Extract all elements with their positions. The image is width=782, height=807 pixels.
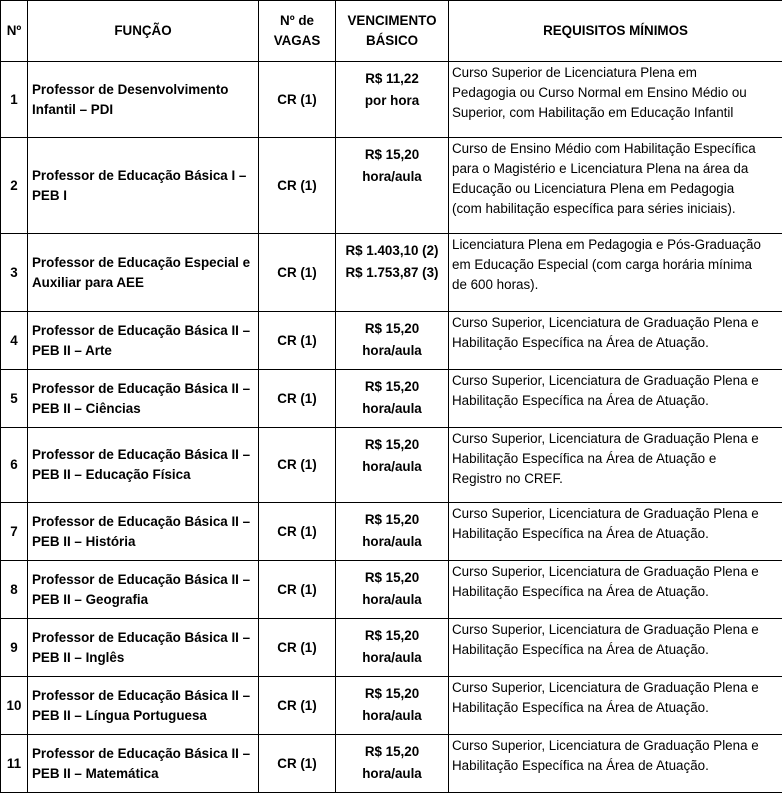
requisitos-line: em Educação Especial (com carga horária mínima [452,257,752,272]
funcao-line: Auxiliar para AEE [32,274,144,290]
table-row [1,677,782,735]
requisitos-cell [449,138,782,234]
requisitos-line: Habilitação Específica na Área de Atuação. [452,758,709,773]
vencimento-cell [336,619,449,677]
vencimento-line: R$ 15,20 [364,321,420,336]
funcao-cell [28,561,259,619]
requisitos-cell [449,312,782,370]
vencimento-cell [336,503,449,561]
requisitos-line: Curso Superior, Licenciatura de Graduação Plena e [452,315,759,330]
vencimento-cell [336,234,449,312]
funcao-line: Professor de Educação Básica II – [32,322,251,338]
requisitos-line: Curso Superior, Licenciatura de Graduação Plena e [452,738,759,753]
requisitos-line: Curso Superior, Licenciatura de Graduação Plena e [452,680,759,695]
requisitos-line: Habilitação Específica na Área de Atuação e [452,451,717,466]
row-number: 9 [1,619,28,677]
requisitos-line: Habilitação Específica na Área de Atuação. [452,584,709,599]
header-vagas [259,1,336,62]
funcao-cell [28,138,259,234]
vencimento-line: R$ 15,20 [364,437,420,452]
vagas-cell: CR (1) [259,677,336,735]
requisitos-line: Curso de Ensino Médio com Habilitação Específica [452,141,756,156]
vencimento-line: hora/aula [362,766,422,781]
funcao-cell [28,370,259,428]
vencimento-cell [336,370,449,428]
vencimento-line: hora/aula [362,169,422,184]
funcao-line: Professor de Educação Básica II – [32,447,251,462]
vencimento-cell [336,735,449,793]
vagas-cell: CR (1) [259,62,336,138]
funcao-line: PEB II – Inglês [32,649,125,665]
table-row [1,370,782,428]
vencimento-line: R$ 15,20 [364,628,420,643]
header-funcao: FUNÇÃO [28,1,259,62]
requisitos-line: de 600 horas). [452,277,539,292]
requisitos-line: Pedagogia ou Curso Normal em Ensino Médio ou [452,85,747,100]
funcao-line: PEB II – Arte [32,342,112,358]
vagas-cell: CR (1) [259,370,336,428]
vagas-cell: CR (1) [259,428,336,503]
vencimento-cell [336,62,449,138]
header-vencimento [336,1,449,62]
vencimento-line: R$ 1.753,87 (3) [345,265,439,280]
table-row [1,138,782,234]
funcao-line: PEB II – Educação Física [32,467,191,482]
row-number: 2 [1,138,28,234]
table-row [1,735,782,793]
header-num: Nº [1,1,28,62]
row-number: 7 [1,503,28,561]
vagas-cell: CR (1) [259,619,336,677]
table-row [1,619,782,677]
requisitos-line: Registro no CREF. [452,471,563,486]
requisitos-line: Habilitação Específica na Área de Atuação. [452,335,709,350]
header-venc-line1: VENCIMENTO [347,13,437,28]
vencimento-line: R$ 1.403,10 (2) [345,243,439,258]
funcao-line: Professor de Educação Básica II – [32,687,251,703]
vencimento-line: R$ 15,20 [364,379,420,394]
vencimento-line: hora/aula [362,592,422,607]
funcao-line: Professor de Educação Básica II – [32,380,251,396]
funcao-cell [28,735,259,793]
funcao-line: Infantil – PDI [32,101,114,117]
header-vagas-line1: Nº de [280,13,314,28]
funcao-line: Professor de Educação Básica II – [32,513,251,529]
vencimento-cell [336,312,449,370]
requisitos-line: Curso Superior, Licenciatura de Graduação Plena e [452,373,759,388]
vagas-cell: CR (1) [259,312,336,370]
funcao-line: Professor de Desenvolvimento [32,81,229,97]
requisitos-cell [449,428,782,503]
row-number: 11 [1,735,28,793]
funcao-line: Professor de Educação Básica I – [32,167,247,183]
requisitos-line: Habilitação Específica na Área de Atuação. [452,700,709,715]
vencimento-line: R$ 15,20 [364,686,420,701]
row-number: 3 [1,234,28,312]
vencimento-cell [336,138,449,234]
vagas-cell: CR (1) [259,234,336,312]
table-header-row [1,1,782,62]
row-number: 6 [1,428,28,503]
vencimento-line: hora/aula [362,459,422,474]
header-vagas-line2: VAGAS [273,33,321,48]
requisitos-line: Curso Superior, Licenciatura de Graduação Plena e [452,506,759,521]
funcao-cell [28,234,259,312]
vencimento-line: hora/aula [362,401,422,416]
vagas-cell: CR (1) [259,735,336,793]
row-number: 8 [1,561,28,619]
vagas-cell: CR (1) [259,503,336,561]
requisitos-line: Curso Superior, Licenciatura de Graduação Plena e [452,431,759,446]
requisitos-line: para o Magistério e Licenciatura Plena na área da [452,161,749,176]
funcao-line: Professor de Educação Especial e [32,254,251,270]
funcao-line: Professor de Educação Básica II – [32,745,251,761]
funcao-line: PEB II – Ciências [32,400,141,416]
vencimento-cell [336,561,449,619]
funcao-line: PEB II – História [32,533,136,549]
header-venc-line2: BÁSICO [365,33,419,48]
vencimento-line: hora/aula [362,650,422,665]
requisitos-cell [449,619,782,677]
funcao-cell [28,677,259,735]
requisitos-line: Licenciatura Plena em Pedagogia e Pós-Graduação [452,237,761,252]
requisitos-cell [449,234,782,312]
funcao-line: PEB I [32,187,67,203]
funcao-cell [28,503,259,561]
requisitos-line: Habilitação Específica na Área de Atuação. [452,526,709,541]
funcao-cell [28,619,259,677]
row-number: 5 [1,370,28,428]
requisitos-line: Habilitação Específica na Área de Atuação. [452,393,709,408]
funcao-line: Professor de Educação Básica II – [32,571,251,587]
requisitos-line: Curso Superior, Licenciatura de Graduação Plena e [452,622,759,637]
funcao-line: PEB II – Matemática [32,765,159,781]
requisitos-line: Superior, com Habilitação em Educação Infantil [452,105,734,120]
vencimento-cell [336,677,449,735]
vencimento-line: por hora [364,93,420,108]
row-number: 1 [1,62,28,138]
funcao-cell [28,62,259,138]
table-row [1,561,782,619]
funcao-cell [28,428,259,503]
table-row [1,312,782,370]
table-row [1,503,782,561]
table-row [1,234,782,312]
requisitos-line: Curso Superior de Licenciatura Plena em [452,65,697,80]
requisitos-line: Educação ou Licenciatura Plena em Pedagogia [452,181,735,196]
requisitos-cell [449,561,782,619]
requisitos-cell [449,677,782,735]
requisitos-cell [449,503,782,561]
requisitos-cell [449,370,782,428]
header-requisitos: REQUISITOS MÍNIMOS [449,1,782,62]
vencimento-line: R$ 15,20 [364,147,420,162]
vencimento-line: R$ 15,20 [364,744,420,759]
requisitos-line: Curso Superior, Licenciatura de Graduação Plena e [452,564,759,579]
funcao-cell [28,312,259,370]
requisitos-line: Habilitação Específica na Área de Atuação. [452,642,709,657]
requisitos-cell [449,62,782,138]
row-number: 10 [1,677,28,735]
vencimento-line: hora/aula [362,708,422,723]
vencimento-line: hora/aula [362,343,422,358]
table-row [1,428,782,503]
vencimento-line: R$ 15,20 [364,512,420,527]
table-row [1,62,782,138]
requisitos-line: (com habilitação específica para séries iniciais). [452,201,736,216]
vencimento-line: R$ 11,22 [365,71,419,86]
vencimento-line: R$ 15,20 [364,570,420,585]
funcao-line: PEB II – Língua Portuguesa [32,707,207,723]
funcao-line: PEB II – Geografia [32,591,149,607]
vencimento-cell [336,428,449,503]
funcao-line: Professor de Educação Básica II – [32,629,251,645]
row-number: 4 [1,312,28,370]
vagas-cell: CR (1) [259,138,336,234]
requisitos-cell [449,735,782,793]
vencimento-line: hora/aula [362,534,422,549]
vagas-cell: CR (1) [259,561,336,619]
